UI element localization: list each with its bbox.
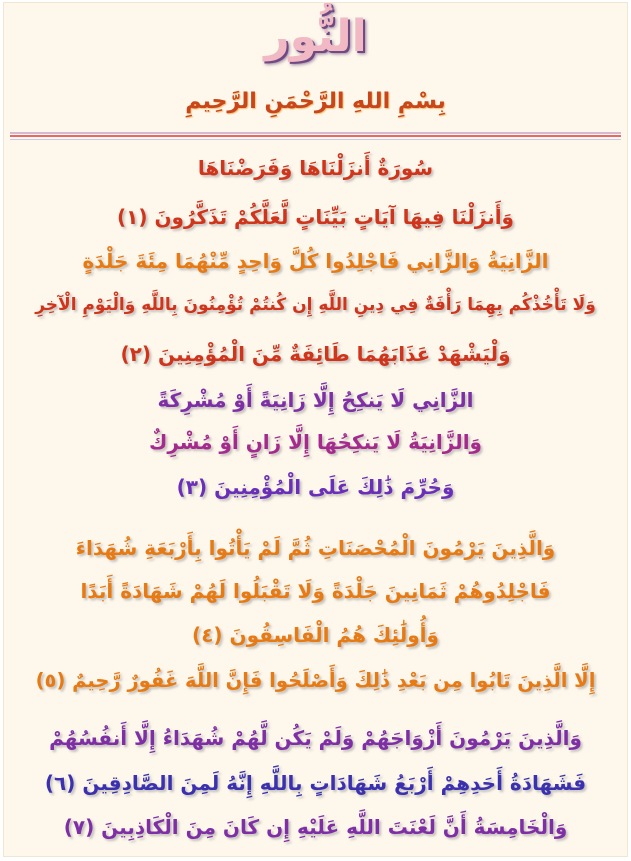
verse-line-12: إِلَّا الَّذِينَ تَابُوا مِن بَعْدِ ذَٰلِكَ وَأَصْلَحُوا فَإِنَّ اللَّهَ غَفُورٌ رَّحِيمٌ (٥) (35, 669, 596, 692)
page (3, 2, 628, 857)
divider-line-bottom (10, 139, 621, 140)
basmala: بِسْمِ اللهِ الرَّحْمَنِ الرَّحِيمِ (185, 89, 446, 114)
verse-line-10: فَاجْلِدُوهُمْ ثَمَانِينَ جَلْدَةً وَلَا تَقْبَلُوا لَهُمْ شَهَادَةً أَبَدًا (80, 579, 551, 603)
verse-line-14: فَشَهَادَةُ أَحَدِهِمْ أَرْبَعُ شَهَادَاتٍ بِاللَّهِ إِنَّهُ لَمِنَ الصَّادِقِينَ (٦) (44, 771, 587, 795)
verse-line-2: وَأَنزَلْنَا فِيهَا آيَاتٍ بَيِّنَاتٍ لَّعَلَّكُمْ تَذَكَّرُونَ (١) (116, 205, 514, 229)
verse-line-7: وَالزَّانِيَةُ لَا يَنكِحُهَا إِلَّا زَانٍ أَوْ مُشْرِكٌ (149, 430, 482, 454)
divider-line-top (10, 132, 621, 134)
verse-line-3: الزَّانِيَةُ وَالزَّانِي فَاجْلِدُوا كُلَّ وَاحِدٍ مِّنْهُمَا مِئَةَ جَلْدَةٍ (82, 249, 549, 273)
verse-line-15: وَالْخَامِسَةُ أَنَّ لَعْنَتَ اللَّهِ عَلَيْهِ إِن كَانَ مِنَ الْكَاذِبِينَ (٧) (63, 815, 568, 839)
verse-line-9: وَالَّذِينَ يَرْمُونَ الْمُحْصَنَاتِ ثُمَّ لَمْ يَأْتُوا بِأَرْبَعَةِ شُهَدَاءَ (75, 536, 556, 560)
verse-line-4: وَلَا تَأْخُذْكُم بِهِمَا رَأْفَةٌ فِي دِينِ اللَّهِ إِن كُنتُمْ تُؤْمِنُونَ بِاللَّهِ وَالْيَوْمِ الْآخِرِ (35, 295, 596, 315)
verse-line-6: الزَّانِي لَا يَنكِحُ إِلَّا زَانِيَةً أَوْ مُشْرِكَةً (157, 388, 474, 412)
divider-line-middle (10, 135, 621, 137)
verse-line-1: سُورَةٌ أَنزَلْنَاهَا وَفَرَضْنَاهَا (197, 156, 434, 180)
verse-line-13: وَالَّذِينَ يَرْمُونَ أَزْوَاجَهُمْ وَلَمْ يَكُن لَّهُمْ شُهَدَاءُ إِلَّا أَنفُسُهُمْ (49, 726, 582, 750)
surah-title: النُّور (264, 11, 367, 62)
verse-line-11: وَأُولَٰئِكَ هُمُ الْفَاسِقُونَ (٤) (192, 623, 439, 647)
verse-line-5: وَلْيَشْهَدْ عَذَابَهُمَا طَائِفَةٌ مِّنَ الْمُؤْمِنِينَ (٢) (120, 342, 511, 366)
verse-line-8: وَحُرِّمَ ذَٰلِكَ عَلَى الْمُؤْمِنِينَ (٣) (176, 475, 455, 499)
